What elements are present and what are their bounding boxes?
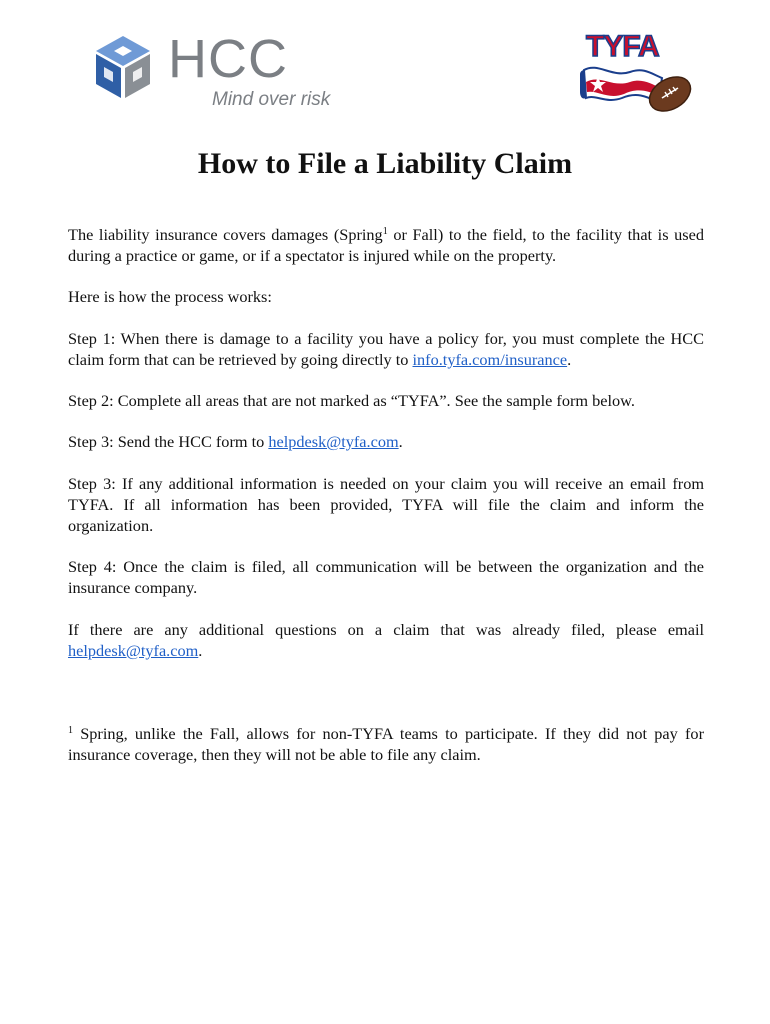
intro-text-b: or Fall) to the field, to the facility that is used during a practice or game, or if a spectator is injured while on the property.: [68, 225, 704, 265]
step4-paragraph: Step 4: Once the claim is filed, all communication will be between the organization and the insurance company.: [68, 557, 704, 597]
helpdesk-email-link[interactable]: helpdesk@tyfa.com: [268, 432, 399, 451]
step1-end: .: [567, 350, 572, 369]
questions-paragraph: [68, 619, 704, 661]
tyfa-logo: [578, 26, 698, 120]
questions-end: .: [198, 641, 203, 660]
footnote-mark: 1: [68, 725, 73, 736]
step1-text: Step 1: When there is damage to a facility you have a policy for, you must complete the HCC claim form that can be retrieved by going directly to: [68, 329, 704, 369]
intro-paragraph: [68, 224, 704, 266]
process-paragraph: Here is how the process works:: [68, 287, 272, 306]
hcc-tagline: Mind over risk: [212, 89, 331, 110]
tyfa-wordmark: TYFA: [586, 30, 659, 63]
intro-text-a: The liability insurance covers damages (Spring: [68, 225, 383, 244]
step1-paragraph: [68, 328, 704, 370]
page-title: How to File a Liability Claim: [197, 147, 573, 180]
step3a-end: .: [398, 432, 403, 451]
questions-text: If there are any additional questions on a claim that was already filed, please email: [68, 620, 704, 639]
step3-info-paragraph: Step 3: If any additional information is needed on your claim you will receive an email from TYFA. If all information has been provided, TYFA will file the claim and inform the organization.: [68, 474, 704, 535]
step3-send-paragraph: [68, 431, 704, 452]
footnote-reference[interactable]: 1: [382, 226, 388, 237]
hcc-wordmark: HCC: [168, 29, 288, 89]
step3a-text: Step 3: Send the HCC form to: [68, 432, 269, 451]
hcc-logo: [92, 30, 352, 115]
hcc-cube-icon: [92, 34, 154, 100]
step2-paragraph: Step 2: Complete all areas that are not marked as “TYFA”. See the sample form below.: [68, 391, 635, 410]
footnote: [68, 723, 704, 765]
insurance-link[interactable]: info.tyfa.com/insurance: [412, 350, 568, 369]
footnote-text: Spring, unlike the Fall, allows for non-TYFA teams to participate. If they did not pay for insurance coverage, then they will not be able to file any claim.: [68, 724, 704, 764]
questions-email-link[interactable]: helpdesk@tyfa.com: [68, 641, 199, 660]
